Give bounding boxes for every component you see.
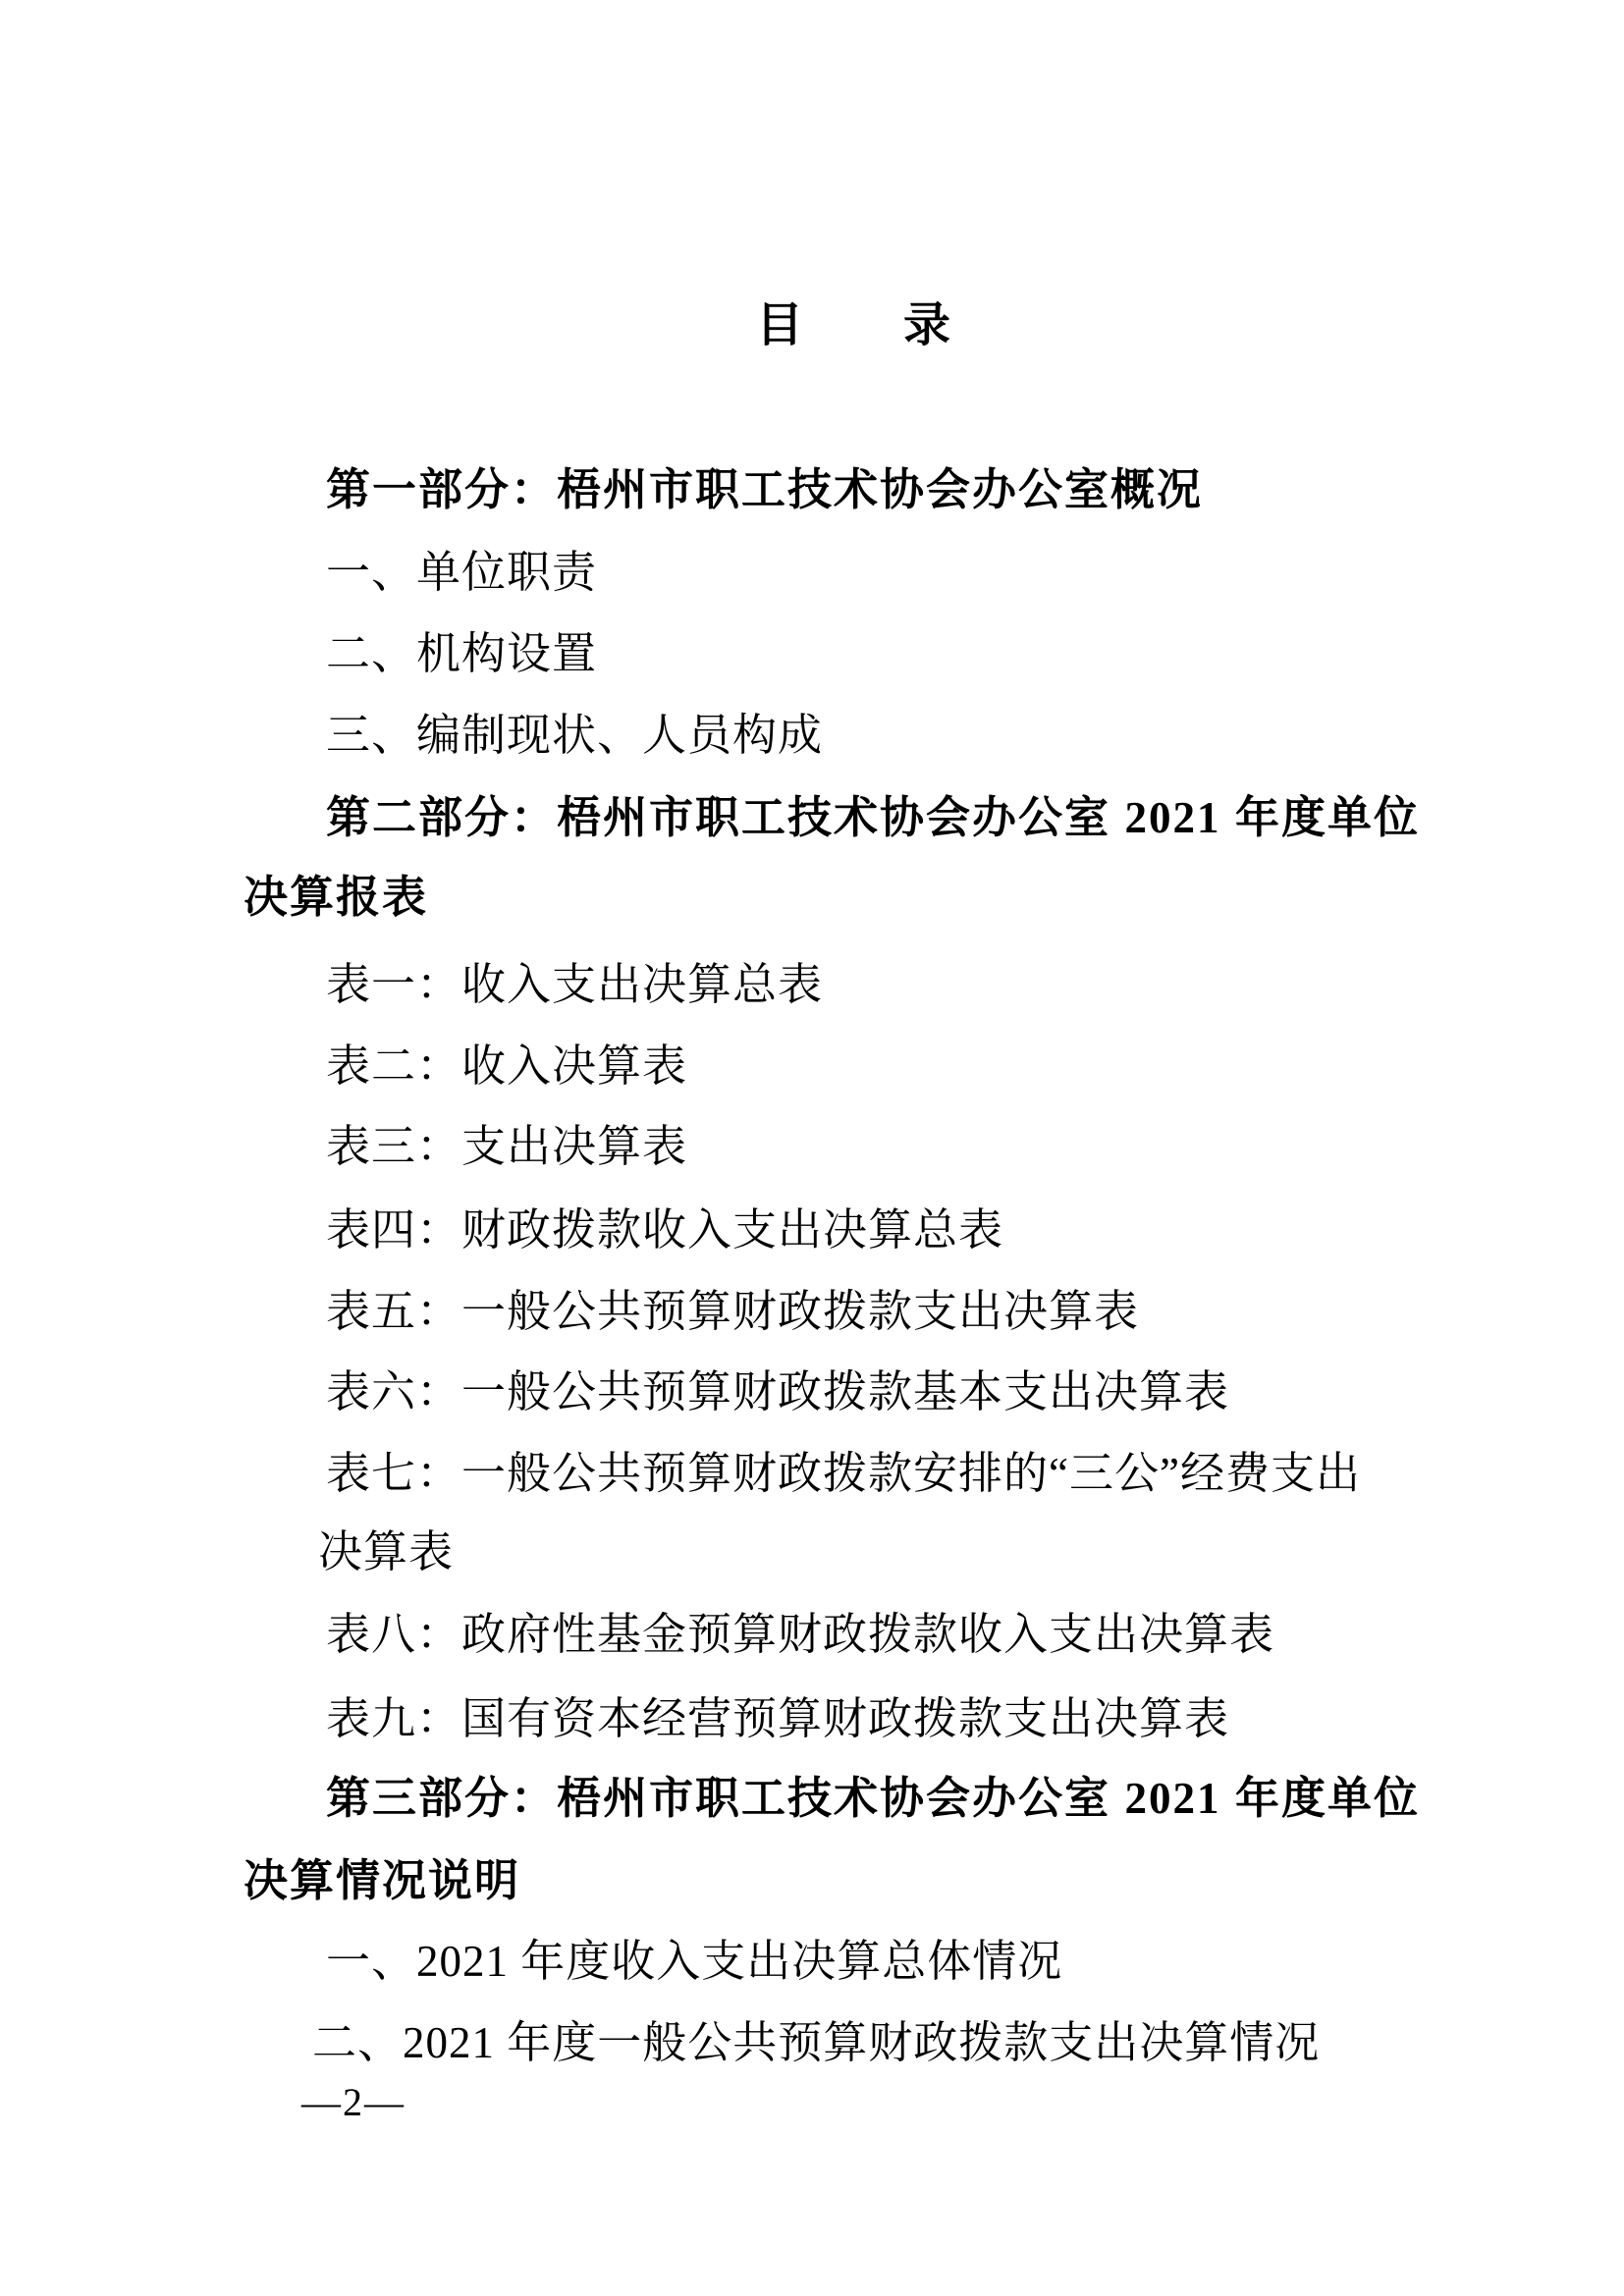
part3-heading (326, 1773, 1421, 1823)
part3-heading-text: 第三部分：梧州市职工技术协会办公室 (326, 1773, 1125, 1823)
toc-item-part3-1: 一、2021 年度收入支出决算总体情况 (326, 1937, 1063, 1986)
page-title: 目 录 (755, 299, 952, 351)
part2-heading-continuation: 决算报表 (244, 872, 429, 922)
toc-item-table9: 表九：国有资本经营预算财政拨款支出决算表 (326, 1694, 1230, 1743)
part2-heading-year: 2021 (1124, 793, 1221, 842)
part1-heading: 第一部分：梧州市职工技术协会办公室概况 (326, 464, 1204, 514)
part3-heading-continuation: 决算情况说明 (244, 1855, 521, 1905)
toc-item-table2: 表二：收入决算表 (326, 1041, 688, 1091)
part2-heading-text-tail: 年度单位 (1220, 792, 1421, 842)
toc-item-table8: 表八：政府性基金预算财政拨款收入支出决算表 (326, 1610, 1275, 1659)
toc-item-table7: 表七：一般公共预算财政拨款安排的“三公”经费支出 (326, 1449, 1361, 1498)
part3-heading-text-tail: 年度单位 (1220, 1773, 1421, 1823)
toc-item-part1-1: 一、单位职责 (326, 548, 598, 597)
part2-heading-text: 第二部分：梧州市职工技术协会办公室 (326, 792, 1125, 842)
toc-item-table6: 表六：一般公共预算财政拨款基本支出决算表 (326, 1367, 1230, 1416)
toc-item-part1-2: 二、机构设置 (326, 629, 598, 678)
part2-heading (326, 792, 1421, 842)
toc-item-table5: 表五：一般公共预算财政拨款支出决算表 (326, 1287, 1140, 1336)
toc-item-part1-3: 三、编制现状、人员构成 (326, 711, 824, 760)
toc-item-table3: 表三：支出决算表 (326, 1122, 688, 1171)
toc-item-table4: 表四：财政拨款收入支出决算总表 (326, 1205, 1004, 1255)
toc-item-part3-2: 二、2021 年度一般公共预算财政拨款支出决算情况 (312, 2018, 1321, 2067)
toc-item-table1: 表一：收入支出决算总表 (326, 960, 824, 1009)
toc-item-table7-continuation: 决算表 (318, 1527, 455, 1576)
part3-heading-year: 2021 (1124, 1774, 1221, 1823)
page-number: —2— (301, 2080, 406, 2124)
